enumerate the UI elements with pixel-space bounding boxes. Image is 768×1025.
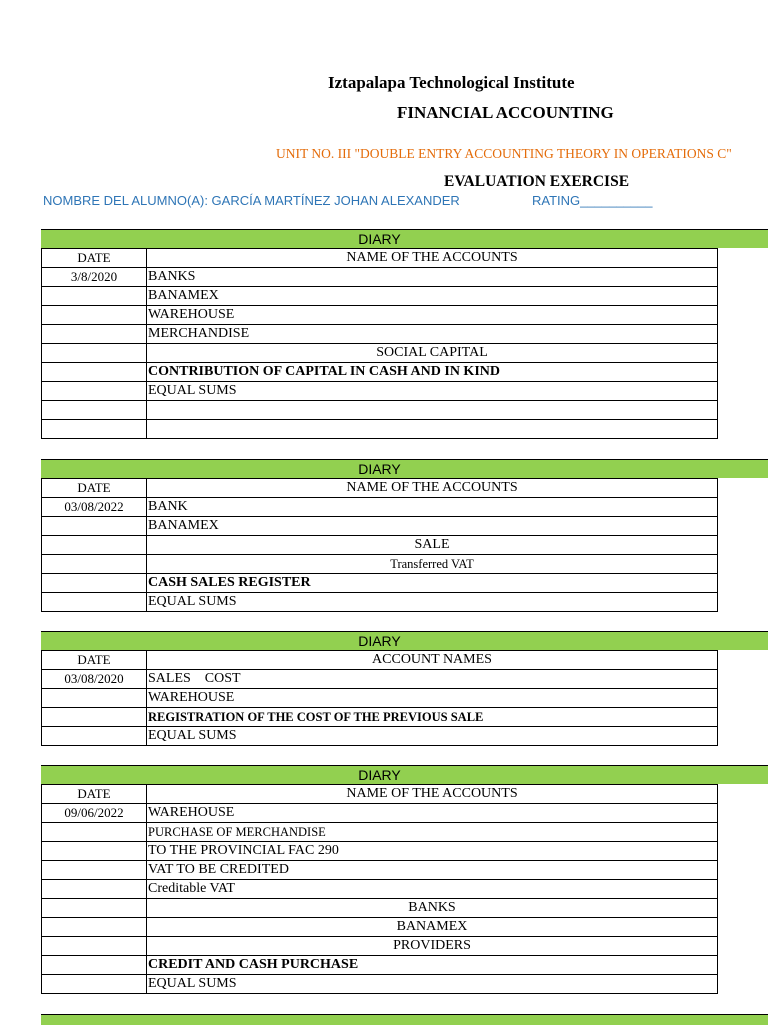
diary-title: DIARY — [358, 767, 401, 783]
diary-title: DIARY — [358, 231, 401, 247]
account-name: SOCIAL CAPITAL — [147, 344, 718, 363]
table-row — [42, 708, 718, 727]
account-name: WAREHOUSE — [147, 689, 718, 708]
table-row — [42, 861, 718, 880]
account-name: SALES COST — [147, 670, 718, 689]
entry-date — [42, 287, 147, 306]
accounts-column-header: NAME OF THE ACCOUNTS — [147, 785, 718, 804]
journal-table — [41, 248, 718, 439]
diary-journal-4 — [41, 765, 768, 994]
account-name: PROVIDERS — [147, 937, 718, 956]
table-row — [42, 823, 718, 842]
account-name: BANKS — [147, 268, 718, 287]
table-row — [42, 536, 718, 555]
account-name: PURCHASE OF MERCHANDISE — [147, 823, 718, 842]
diary-journal-1 — [41, 229, 768, 439]
entry-date — [42, 727, 147, 746]
entry-date: 03/08/2020 — [42, 670, 147, 689]
entry-date — [42, 420, 147, 439]
diary-header-bar — [41, 459, 768, 478]
table-row — [42, 287, 718, 306]
diary-journal-2 — [41, 459, 768, 612]
entry-date — [42, 689, 147, 708]
account-name: MERCHANDISE — [147, 325, 718, 344]
table-row — [42, 325, 718, 344]
course-title: FINANCIAL ACCOUNTING — [397, 103, 614, 122]
entry-date — [42, 306, 147, 325]
next-diary-header-bar — [41, 1014, 768, 1025]
entry-date — [42, 842, 147, 861]
entry-date — [42, 918, 147, 937]
table-row — [42, 918, 718, 937]
entry-date — [42, 344, 147, 363]
table-row — [42, 956, 718, 975]
account-name: SALE — [147, 536, 718, 555]
account-name — [147, 420, 718, 439]
table-row — [42, 727, 718, 746]
table-row — [42, 498, 718, 517]
account-name: Creditable VAT — [147, 880, 718, 899]
entry-date: 3/8/2020 — [42, 268, 147, 287]
entry-date — [42, 823, 147, 842]
table-row — [42, 937, 718, 956]
table-row — [42, 363, 718, 382]
entry-description: REGISTRATION OF THE COST OF THE PREVIOUS SALE — [147, 708, 718, 727]
diary-title: DIARY — [358, 461, 401, 477]
table-row — [42, 517, 718, 536]
entry-date — [42, 593, 147, 612]
table-row — [42, 842, 718, 861]
entry-date — [42, 937, 147, 956]
table-header-row — [42, 249, 718, 268]
account-name: TO THE PROVINCIAL FAC 290 — [147, 842, 718, 861]
entry-date — [42, 517, 147, 536]
entry-date — [42, 861, 147, 880]
account-name — [147, 401, 718, 420]
entry-date — [42, 325, 147, 344]
account-name: EQUAL SUMS — [147, 382, 718, 401]
diary-title: DIARY — [358, 633, 401, 649]
entry-date — [42, 574, 147, 593]
entry-date — [42, 956, 147, 975]
table-row — [42, 420, 718, 439]
account-name: Transferred VAT — [147, 555, 718, 574]
account-name: BANAMEX — [147, 517, 718, 536]
accounts-column-header: ACCOUNT NAMES — [147, 651, 718, 670]
account-name: WAREHOUSE — [147, 306, 718, 325]
account-name: EQUAL SUMS — [147, 727, 718, 746]
entry-date — [42, 899, 147, 918]
account-name: BANAMEX — [147, 287, 718, 306]
account-name: WAREHOUSE — [147, 804, 718, 823]
date-column-header: DATE — [42, 785, 147, 804]
date-column-header: DATE — [42, 651, 147, 670]
table-row — [42, 306, 718, 325]
table-row — [42, 344, 718, 363]
account-name: EQUAL SUMS — [147, 593, 718, 612]
accounts-column-header: NAME OF THE ACCOUNTS — [147, 249, 718, 268]
table-row — [42, 804, 718, 823]
table-row — [42, 574, 718, 593]
account-name: BANAMEX — [147, 918, 718, 937]
unit-title: UNIT NO. III "DOUBLE ENTRY ACCOUNTING THEORY IN OPERATIONS C" — [276, 146, 732, 161]
entry-date — [42, 880, 147, 899]
entry-description: CASH SALES REGISTER — [147, 574, 718, 593]
entry-date: 03/08/2022 — [42, 498, 147, 517]
diary-journal-3 — [41, 631, 768, 746]
rating-field: RATING__________ — [532, 193, 653, 208]
entry-description: CREDIT AND CASH PURCHASE — [147, 956, 718, 975]
institute-name: Iztapalapa Technological Institute — [328, 73, 575, 92]
table-row — [42, 975, 718, 994]
entry-date — [42, 536, 147, 555]
table-header-row — [42, 785, 718, 804]
evaluation-title: EVALUATION EXERCISE — [444, 173, 630, 190]
entry-date — [42, 401, 147, 420]
journal-table — [41, 650, 718, 746]
date-column-header: DATE — [42, 479, 147, 498]
entry-description: CONTRIBUTION OF CAPITAL IN CASH AND IN KIND — [147, 363, 718, 382]
entry-date — [42, 363, 147, 382]
entry-date — [42, 708, 147, 727]
table-row — [42, 593, 718, 612]
diary-header-bar — [41, 631, 768, 650]
table-row — [42, 268, 718, 287]
table-row — [42, 880, 718, 899]
account-name: BANKS — [147, 899, 718, 918]
entry-date — [42, 975, 147, 994]
journal-table — [41, 478, 718, 612]
accounts-column-header: NAME OF THE ACCOUNTS — [147, 479, 718, 498]
table-row — [42, 555, 718, 574]
date-column-header: DATE — [42, 249, 147, 268]
table-row — [42, 401, 718, 420]
table-row — [42, 382, 718, 401]
diary-header-bar — [41, 765, 768, 784]
table-row — [42, 899, 718, 918]
journal-table — [41, 784, 718, 994]
entry-date — [42, 382, 147, 401]
entry-date: 09/06/2022 — [42, 804, 147, 823]
account-name: VAT TO BE CREDITED — [147, 861, 718, 880]
account-name: BANK — [147, 498, 718, 517]
table-row — [42, 670, 718, 689]
account-name: EQUAL SUMS — [147, 975, 718, 994]
diary-header-bar — [41, 229, 768, 248]
table-header-row — [42, 479, 718, 498]
student-name: NOMBRE DEL ALUMNO(A): GARCÍA MARTÍNEZ JOHAN ALEXANDER — [43, 193, 460, 208]
entry-date — [42, 555, 147, 574]
table-header-row — [42, 651, 718, 670]
table-row — [42, 689, 718, 708]
